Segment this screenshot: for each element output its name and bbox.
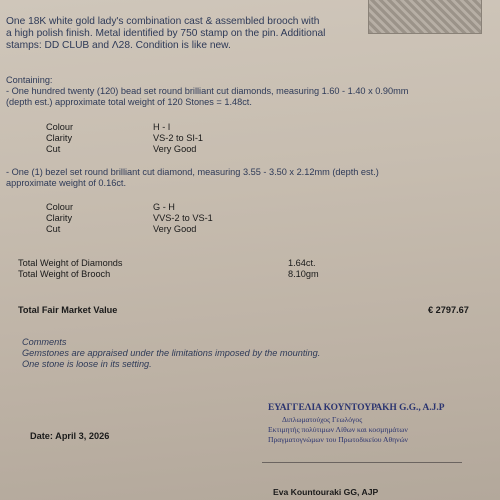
stone-1-cut-value: Very Good [153,144,197,154]
stone-group-2-line-1: - One (1) bezel set round brilliant cut diamond, measuring 3.55 - 3.50 x 2.12mm (depth est.) [6,167,379,177]
total-brooch-weight-value: 8.10gm [288,269,319,279]
stone-1-cut-label: Cut [46,144,61,154]
stone-2-clarity-label: Clarity [46,213,73,223]
description-line-2: a high polish finish. Metal identified by 750 stamp on the pin. Additional [6,28,326,39]
stone-1-clarity-label: Clarity [46,133,73,143]
total-brooch-weight-label: Total Weight of Brooch [18,269,111,279]
fair-market-value: € 2797.67 [428,305,469,315]
stone-2-colour-label: Colour [46,202,74,212]
containing-label: Containing: [6,75,53,85]
fair-market-value-label: Total Fair Market Value [18,305,118,315]
stone-1-colour-value: H - I [153,122,171,132]
signature-name: Eva Kountouraki GG, AJP [273,487,379,497]
stone-2-clarity-value: VVS-2 to VS-1 [153,213,213,223]
stone-1-clarity-value: VS-2 to SI-1 [153,133,204,143]
stone-group-1-line-1: - One hundred twenty (120) bead set round brilliant cut diamonds, measuring 1.60 - 1.40 x 0.90mm [6,86,409,96]
comments-line-2: One stone is loose in its setting. [22,359,152,369]
comments-label: Comments [22,337,67,347]
description-line-3: stamps: DD CLUB and Λ28. Condition is like new. [6,40,231,51]
stone-2-cut-value: Very Good [153,224,197,234]
stone-1-colour-label: Colour [46,122,74,132]
stamp-line-2: Εκτιμητής πολύτιμων Λίθων και κοσμημάτων [268,425,408,434]
total-diamond-weight-label: Total Weight of Diamonds [18,258,123,268]
total-diamond-weight-value: 1.64ct. [288,258,316,268]
stamp-name: ΕΥΑΓΓΕΛΙΑ ΚΟΥΝΤΟΥΡΑΚΗ G.G., A.J.P [268,403,445,413]
comments-line-1: Gemstones are appraised under the limitations imposed by the mounting. [22,348,321,358]
stone-group-1-line-2: (depth est.) approximate total weight of 120 Stones = 1.48ct. [6,97,252,107]
stone-2-colour-value: G - H [153,202,175,212]
signature-line [262,462,462,463]
description-line-1: One 18K white gold lady's combination cast & assembled brooch with [6,16,320,27]
stone-2-cut-label: Cut [46,224,61,234]
stone-group-2-line-2: approximate weight of 0.16ct. [6,178,127,188]
appraisal-date: Date: April 3, 2026 [30,431,110,441]
stamp-line-3: Πραγματογνώμων του Πρωτοδικείου Αθηνών [268,435,408,444]
brooch-photo [368,0,482,34]
stamp-line-1: Διπλωματούχος Γεωλόγος [282,415,363,424]
